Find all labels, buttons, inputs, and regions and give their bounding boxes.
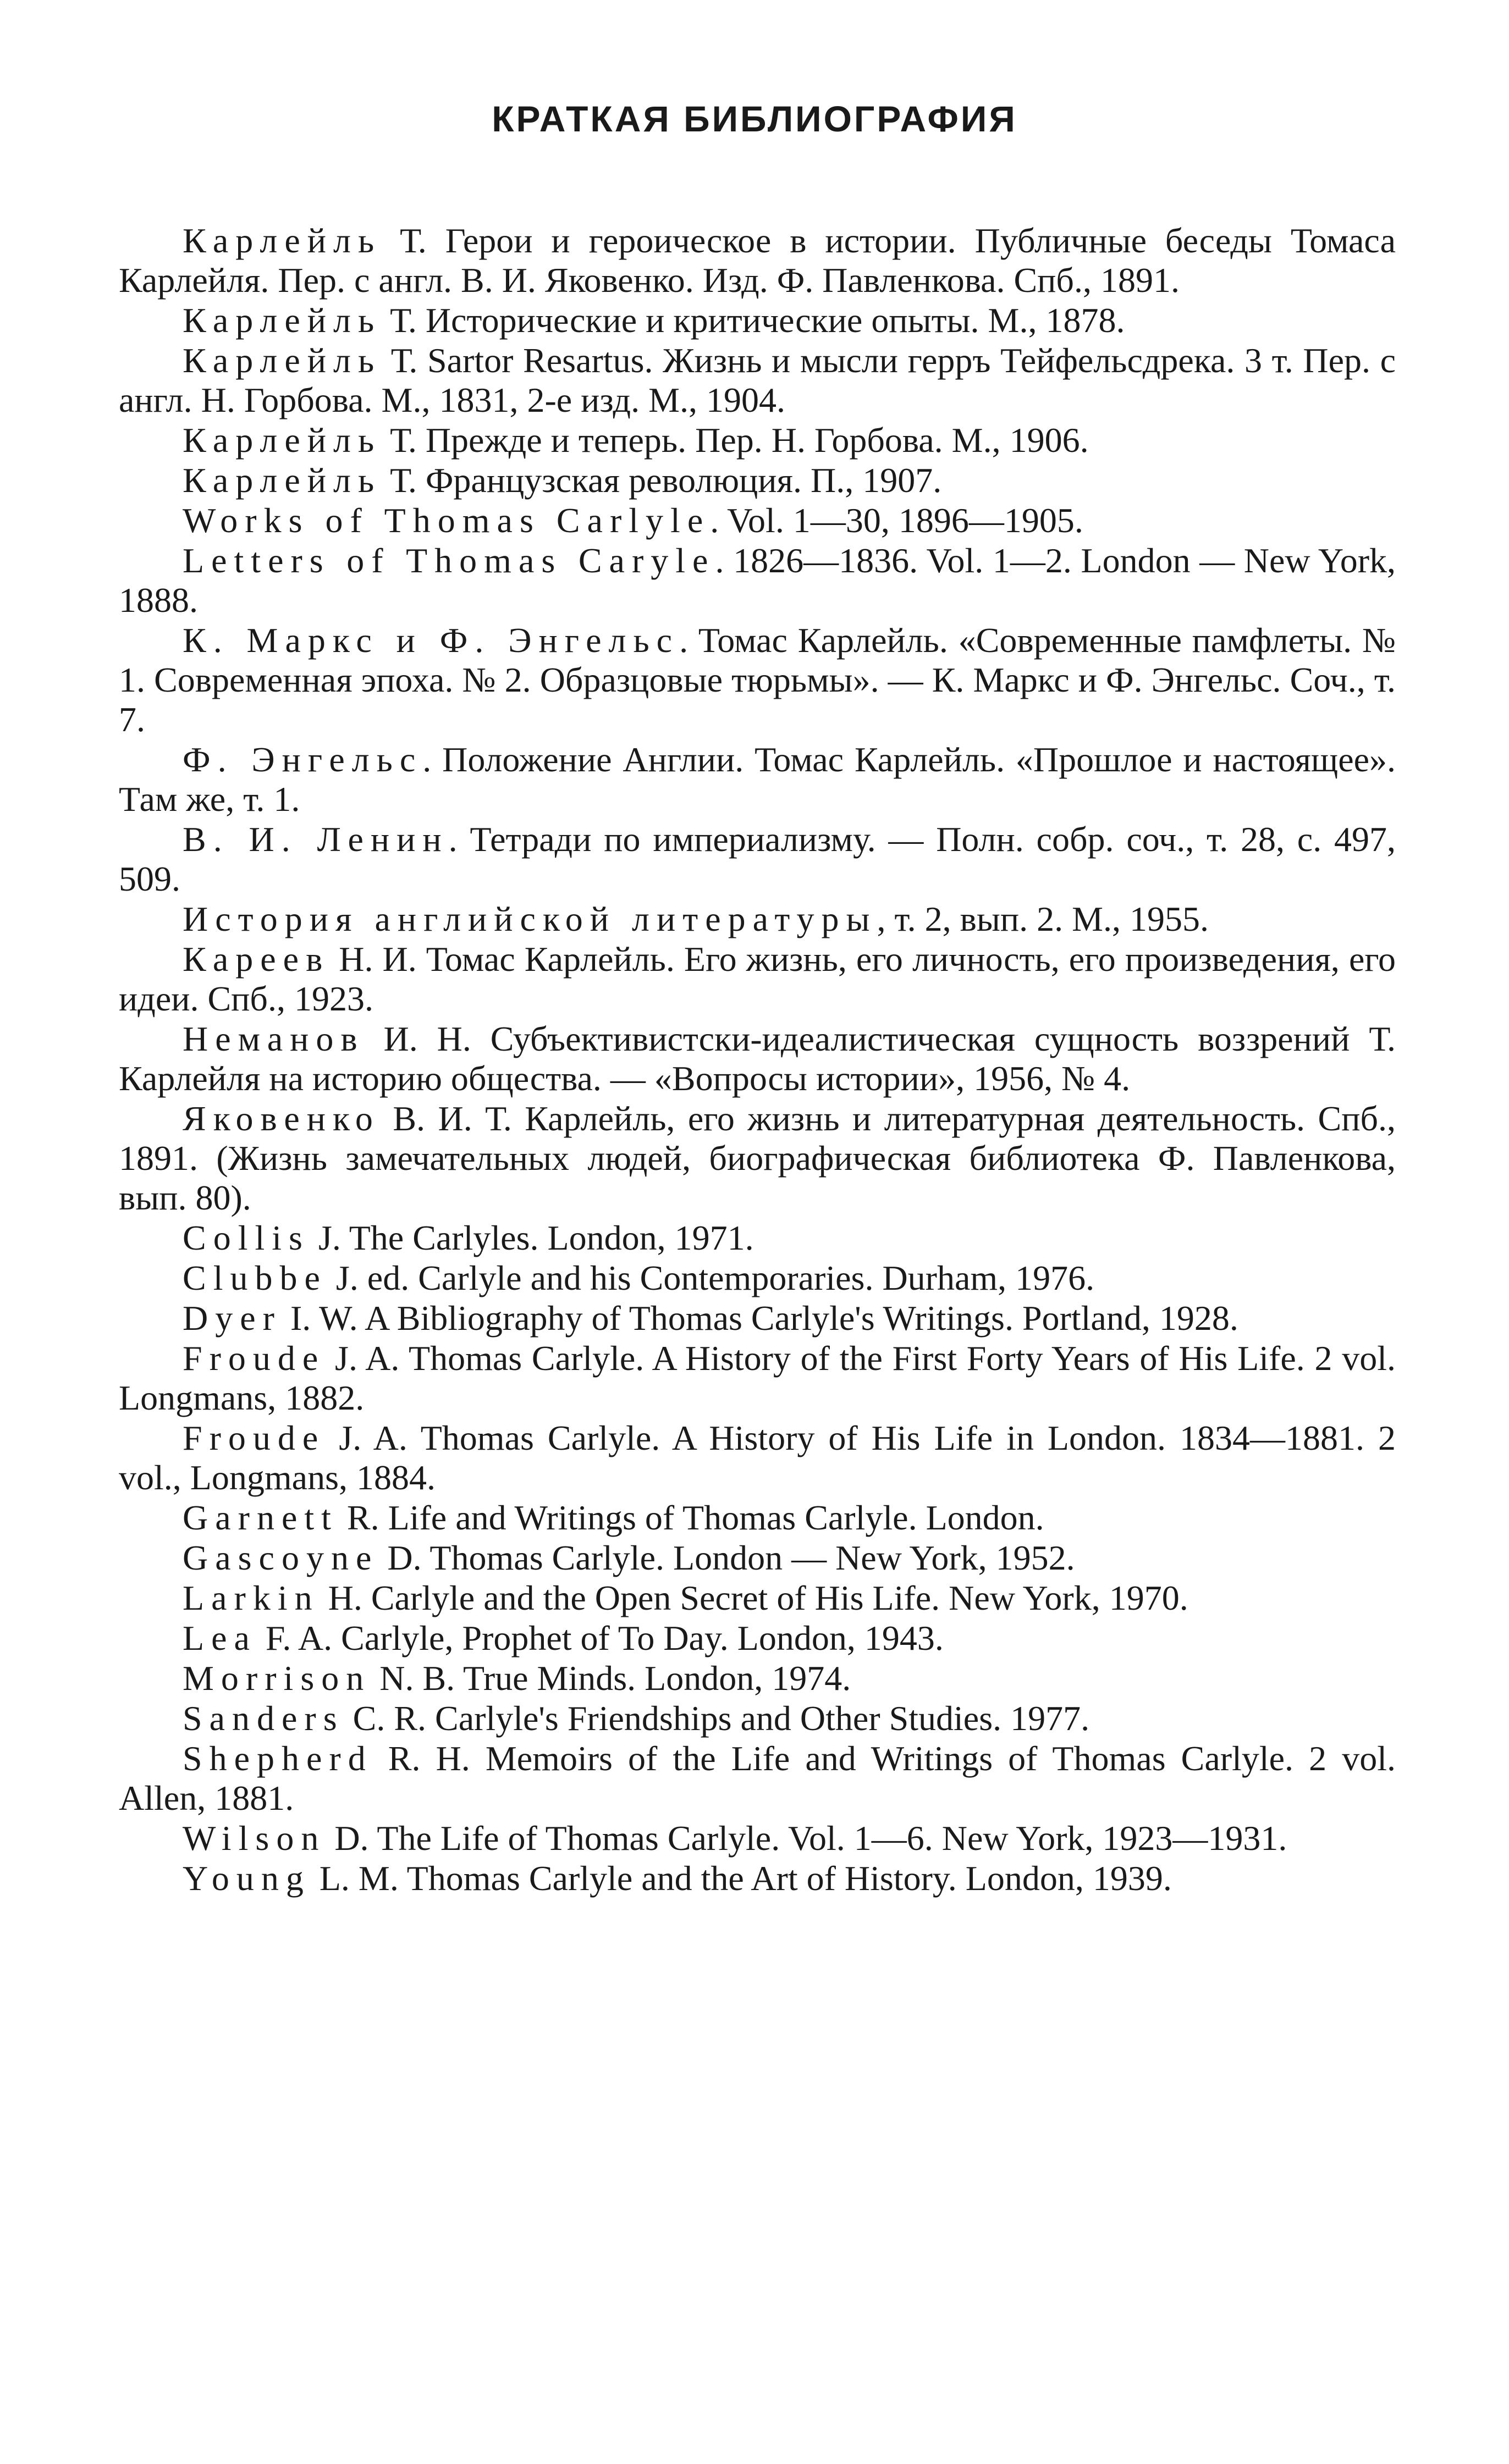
entry-details: . Положение Англии. Томас Карлейль. «Прошлое и настоящее». Там же, т. 1. [119, 740, 1396, 819]
bibliography-entry [119, 501, 1396, 540]
bibliography-entry [119, 1859, 1396, 1898]
bibliography-entry [119, 1618, 1396, 1658]
bibliography-entry [119, 541, 1396, 620]
entry-details: R. Life and Writings of Thomas Carlyle. London. [338, 1498, 1044, 1537]
entry-author: Карлейль [183, 341, 382, 380]
bibliography-entry [119, 899, 1396, 939]
entry-author: Dyer [183, 1299, 282, 1338]
bibliography-entry [119, 1578, 1396, 1618]
entry-author: Яковенко [183, 1099, 380, 1138]
page-title: КРАТКАЯ БИБЛИОГРАФИЯ [492, 98, 1017, 139]
bibliography-entry [119, 1299, 1396, 1338]
bibliography-entry [119, 1019, 1396, 1098]
bibliography-entry [119, 1538, 1396, 1578]
entry-details: Н. И. Томас Карлейль. Его жизнь, его личность, его произведения, его идеи. Спб., 1923. [119, 940, 1396, 1018]
bibliography-entry [119, 301, 1396, 340]
entry-details: Т. Герои и героическое в истории. Публичные беседы Томаса Карлейля. Пер. с англ. В. И. Яковенко. Изд. Ф. Павленкова. Спб., 1891. [119, 221, 1396, 300]
bibliography-entry [119, 1339, 1396, 1418]
entry-author: Clubbe [183, 1258, 327, 1297]
entry-author: Shepherd [183, 1739, 373, 1778]
bibliography-entry [119, 1819, 1396, 1858]
entry-details: . Томас Карлейль. «Современные памфлеты. № 1. Современная эпоха. № 2. Образцовые тюрьмы». — К. Маркс и Ф. Энгельс. Соч., т. 7. [119, 621, 1396, 739]
entry-details: В. И. Т. Карлейль, его жизнь и литературная деятельность. Спб., 1891. (Жизнь замечательных людей, биографическая библиотека Ф. Павленкова, вып. 80). [119, 1099, 1396, 1217]
entry-details: . Vol. 1—30, 1896—1905. [710, 501, 1083, 540]
entry-details: Т. Французская революция. П., 1907. [381, 461, 942, 500]
entry-details: Т. Sartor Resartus. Жизнь и мысли герръ Тейфельсдрека. 3 т. Пер. с англ. Н. Горбова. М., 1831, 2-е изд. М., 1904. [119, 341, 1396, 419]
entry-details: C. R. Carlyle's Friendships and Other Studies. 1977. [344, 1699, 1090, 1738]
entry-author: Wilson [183, 1819, 326, 1858]
entry-author: Карлейль [183, 221, 382, 260]
entry-author: Кареев [183, 940, 330, 979]
entry-author: Неманов [183, 1019, 365, 1058]
entry-details: D. Thomas Carlyle. London — New York, 1952. [378, 1538, 1075, 1577]
entry-details: F. A. Carlyle, Prophet of To Day. London, 1943. [256, 1618, 944, 1658]
entry-details: J. A. Thomas Carlyle. A History of His Life in London. 1834—1881. 2 vol., Longmans, 1884. [119, 1418, 1396, 1497]
bibliography-entry [119, 341, 1396, 420]
entry-author: Карлейль [183, 461, 382, 500]
bibliography-entry [119, 1659, 1396, 1698]
entry-author: Young [183, 1859, 311, 1898]
bibliography-entry [119, 1418, 1396, 1498]
entry-details: . 1826—1836. Vol. 1—2. London — New York, 1888. [119, 541, 1396, 620]
entry-author: Froude [183, 1339, 326, 1378]
bibliography-entry [119, 621, 1396, 739]
entry-details: Т. Прежде и теперь. Пер. Н. Горбова. М., 1906. [381, 421, 1089, 460]
bibliography-entry [119, 820, 1396, 899]
bibliography-entry [119, 421, 1396, 460]
bibliography-entry [119, 1498, 1396, 1538]
entry-details: J. A. Thomas Carlyle. A History of the First Forty Years of His Life. 2 vol. Longmans, 1882. [119, 1339, 1396, 1417]
entry-author: Morrison [183, 1659, 371, 1698]
bibliography-entry [119, 1699, 1396, 1738]
entry-details: , т. 2, вып. 2. М., 1955. [877, 899, 1209, 938]
entry-author: Gascoyne [183, 1538, 379, 1577]
entry-author: Works of Thomas Carlyle [183, 501, 711, 540]
entry-details: L. M. Thomas Carlyle and the Art of History. London, 1939. [310, 1859, 1172, 1898]
entry-author: История английской литературы [183, 899, 877, 938]
bibliography-entry [119, 940, 1396, 1019]
entry-author: Collis [183, 1218, 310, 1257]
bibliography-entry [119, 1739, 1396, 1818]
bibliography-entry [119, 461, 1396, 500]
entry-details: Т. Исторические и критические опыты. М., 1878. [381, 301, 1125, 340]
entry-author: Larkin [183, 1578, 320, 1617]
entry-details: N. B. True Minds. London, 1974. [371, 1659, 851, 1698]
entry-author: Lea [183, 1618, 257, 1658]
bibliography-entry [119, 221, 1396, 300]
entry-author: В. И. Ленин [183, 820, 449, 859]
entry-details: И. Н. Субъективистски-идеалистическая сущность воззрений Т. Карлейля на историю общества. — «Вопросы истории», 1956, № 4. [119, 1019, 1396, 1098]
bibliography-list [119, 221, 1396, 1899]
entry-details: R. H. Memoirs of the Life and Writings of Thomas Carlyle. 2 vol. Allen, 1881. [119, 1739, 1396, 1817]
entry-author: Garnett [183, 1498, 338, 1537]
entry-details: J. The Carlyles. London, 1971. [309, 1218, 754, 1257]
entry-author: Карлейль [183, 421, 382, 460]
entry-details: J. ed. Carlyle and his Contemporaries. Durham, 1976. [327, 1258, 1095, 1297]
entry-author: Froude [183, 1418, 326, 1457]
bibliography-entry [119, 740, 1396, 819]
bibliography-entry [119, 1099, 1396, 1218]
entry-details: . Тетради по империализму. — Полн. собр. соч., т. 28, с. 497, 509. [119, 820, 1396, 898]
entry-author: К. Маркс и Ф. Энгельс [183, 621, 680, 660]
bibliography-entry [119, 1258, 1396, 1298]
entry-author: Карлейль [183, 301, 382, 340]
entry-author: Letters of Thomas Caryle [183, 541, 715, 580]
entry-details: D. The Life of Thomas Carlyle. Vol. 1—6. New York, 1923—1931. [326, 1819, 1287, 1858]
entry-author: Sanders [183, 1699, 344, 1738]
entry-details: H. Carlyle and the Open Secret of His Life. New York, 1970. [319, 1578, 1188, 1617]
entry-details: I. W. A Bibliography of Thomas Carlyle's Writings. Portland, 1928. [281, 1299, 1238, 1338]
bibliography-entry [119, 1218, 1396, 1258]
entry-author: Ф. Энгельс [183, 740, 423, 779]
